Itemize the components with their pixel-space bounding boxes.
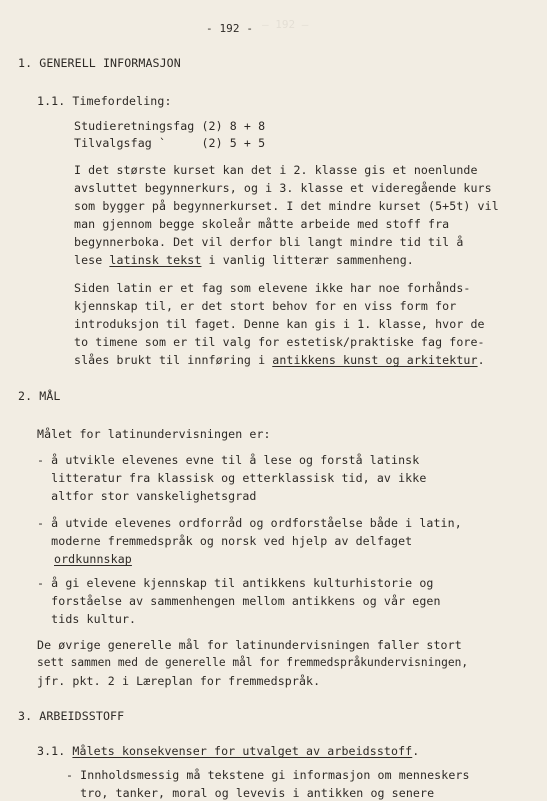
paragraph-line: I det største kurset kan det i 2. klasse gis et noenlunde <box>74 163 478 177</box>
paragraph-line: to timene som er til valg for estetisk/praktiske fag fore- <box>74 335 485 349</box>
underlined-phrase: Målets konsekvenser for utvalget av arbeidsstoff <box>72 744 413 758</box>
section-1-heading: 1. GENERELL INFORMASJON <box>18 56 181 70</box>
bullet-line: - å utvikle elevenes evne til å lese og forstå latinsk <box>37 453 420 467</box>
paragraph-line: jfr. pkt. 2 i Læreplan for fremmedspråk. <box>37 674 321 688</box>
text-run: . <box>477 353 485 367</box>
section-2-heading: 2. MÅL <box>18 389 61 403</box>
subsection-number: 3.1. <box>37 744 73 758</box>
bullet-line: altfor stor vanskelighetsgrad <box>37 489 257 503</box>
bullet-line: - å utvide elevenes ordforråd og ordforståelse både i latin, <box>37 516 462 530</box>
subsection-1-1-heading: 1.1. Timefordeling: <box>37 94 172 108</box>
paragraph-line: sett sammen med de generelle mål for fremmedspråkundervisningen, <box>37 656 469 669</box>
underlined-phrase: antikkens kunst og arkitektur <box>272 353 478 367</box>
hours-line: Tilvalgsfag ` (2) 5 + 5 <box>74 136 266 150</box>
subsection-3-1-heading <box>37 744 419 758</box>
paragraph-line: introduksjon til faget. Denne kan gis i 1. klasse, hvor de <box>74 317 485 331</box>
underlined-phrase: ordkunnskap <box>54 552 132 566</box>
bullet-line: - Innholdsmessig må tekstene gi informasjon om menneskers <box>66 768 470 782</box>
page-number: - 192 - <box>206 22 254 35</box>
hours-line: Studieretningsfag (2) 8 + 8 <box>74 119 266 133</box>
bullet-line: tro, tanker, moral og levevis i antikken og senere <box>66 786 435 800</box>
goal-intro: Målet for latinundervisningen er: <box>37 427 271 441</box>
bullet-line: - å gi elevene kjennskap til antikkens kulturhistorie og <box>37 576 434 590</box>
bleed-through: – 192 – <box>262 18 309 31</box>
paragraph-line: kjennskap til, er det stort behov for en viss form for <box>74 299 457 313</box>
bullet-line: litteratur fra klassisk og etterklassisk tid, av ikke <box>37 471 427 485</box>
text-run: . <box>412 744 420 758</box>
text-run: i vanlig litterær sammenheng. <box>201 253 414 267</box>
paragraph-line <box>74 253 414 267</box>
paragraph-line: man gjennom begge skoleår måtte arbeide med stoff fra <box>74 217 450 231</box>
paragraph-line: De øvrige generelle mål for latinundervisningen faller stort <box>37 638 462 652</box>
paragraph-line: som bygger på begynnerkurset. I det mindre kurset (5+5t) vil <box>74 199 499 213</box>
bullet-line: moderne fremmedspråk og norsk ved hjelp av delfaget <box>37 534 413 548</box>
section-3-heading: 3. ARBEIDSSTOFF <box>18 709 125 723</box>
paragraph-line: Siden latin er et fag som elevene ikke har noe forhånds- <box>74 281 471 295</box>
underlined-phrase: latinsk tekst <box>109 253 202 267</box>
text-run: lese <box>74 253 110 267</box>
bullet-line: forståelse av sammenhengen mellom antikkens og vår egen <box>37 594 441 608</box>
paragraph-line <box>74 353 485 367</box>
bullet-line: tids kultur. <box>37 612 137 626</box>
paragraph-line: begynnerboka. Det vil derfor bli langt mindre tid til å <box>74 235 464 249</box>
text-run: slåes brukt til innføring i <box>74 353 273 367</box>
paragraph-line: avsluttet begynnerkurs, og i 3. klasse et videregående kurs <box>74 181 492 195</box>
